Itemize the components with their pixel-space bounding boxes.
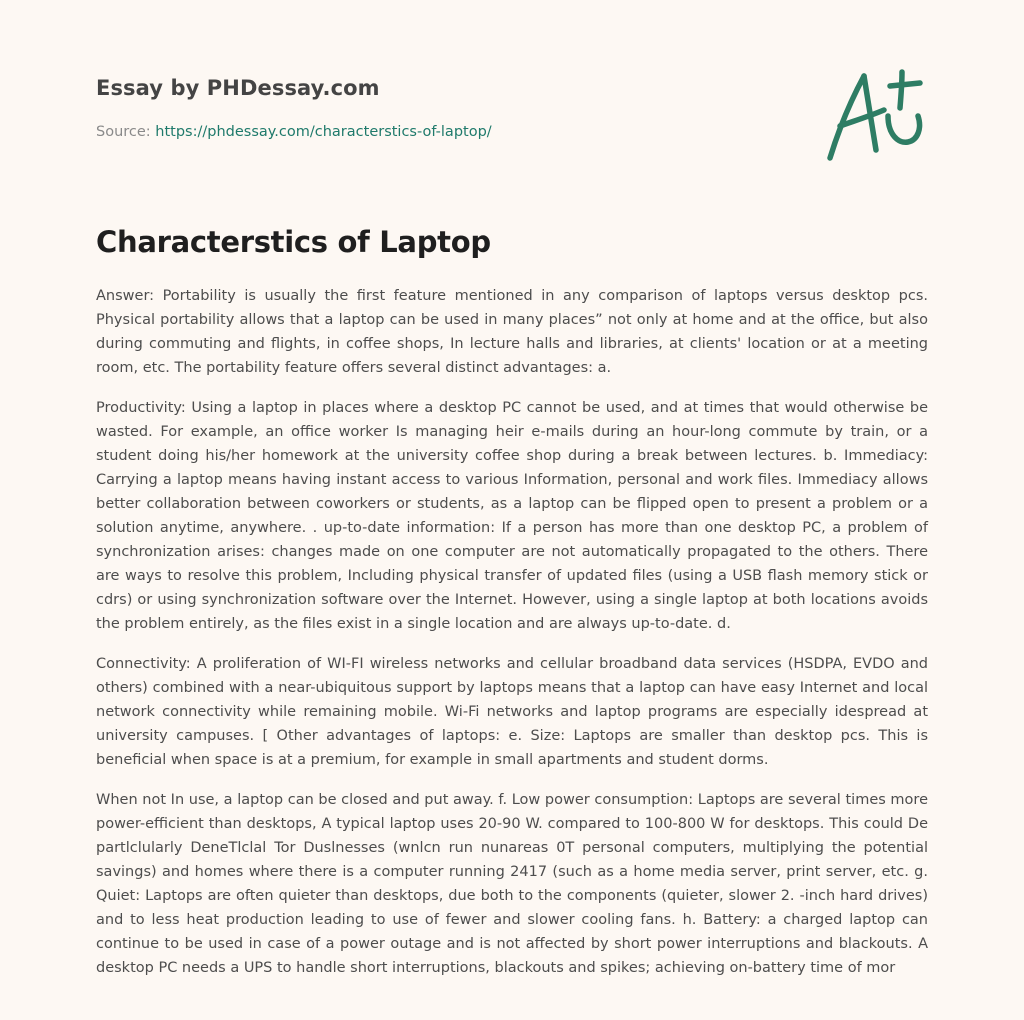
essay-paragraph: Productivity: Using a laptop in places where a desktop PC cannot be used, and at times that would otherwise be wasted. For example, an office worker Is managing heir e-mails during an hour-long commute by train, or a student doing his/her homework at the university coffee shop during a break between lectures. b. Immediacy: Carrying a laptop means having instant access to various Information, personal and work files. Immediacy allows better collaboration between coworkers or students, as a laptop can be flipped open to present a problem or a solution anytime, anywhere. . up-to-date information: If a person has more than one desktop PC, a problem of synchronization arises: changes made on one computer are not automatically propagated to the others. There are ways to resolve this problem, Including physical transfer of updated files (using a USB flash memory stick or cdrs) or using synchronization software over the Internet. However, using a single laptop at both locations avoids the problem entirely, as the files exist in a single location and are always up-to-date. d.	[96, 400, 928, 632]
essay-page	[96, 0, 928, 1020]
essay-title: Characterstics of Laptop	[96, 225, 491, 259]
source-label: Source:	[96, 124, 151, 140]
essay-paragraph: When not In use, a laptop can be closed and put away. f. Low power consumption: Laptops are several times more power-efficient than desktops, A typical laptop uses 20-90 W. compared to 100-800 W for desktops. This could De partlclularly DeneTlclal Tor Duslnesses (wnlcn run nunareas 0T personal computers, multiplying the potential savings) and homes where there is a computer running 2417 (such as a home media server, print server, etc. g. Quiet: Laptops are often quieter than desktops, due both to the components (quieter, slower 2. -inch hard drives) and to less heat production leading to use of fewer and slower cooling fans. h. Battery: a charged laptop can continue to be used in case of a power outage and is not affected by short power interruptions and blackouts. A desktop PC needs a UPS to handle short interruptions, blackouts and spikes; achieving on-battery time of mor	[96, 792, 928, 976]
essay-header	[96, 0, 928, 200]
essay-paragraph: Answer: Portability is usually the first feature mentioned in any comparison of laptops versus desktop pcs. Physical portability allows that a laptop can be used in many places” not only at home and at the office, but also during commuting and flights, in coffee shops, In lecture halls and libraries, at clients' location or at a meeting room, etc. The portability feature offers several distinct advantages: a.	[96, 288, 928, 376]
a-plus-logo-icon	[824, 66, 928, 166]
essay-paragraph: Connectivity: A proliferation of WI-FI wireless networks and cellular broadband data services (HSDPA, EVDO and others) combined with a near-ubiquitous support by laptops means that a laptop can have easy Internet and local network connectivity while remaining mobile. Wi-Fi networks and laptop programs are especially idespread at university campuses. [ Other advantages of laptops: e. Size: Laptops are smaller than desktop pcs. This is beneficial when space is at a premium, for example in small apartments and student dorms.	[96, 656, 928, 768]
source-line	[96, 124, 492, 140]
source-link[interactable]: https://phdessay.com/characterstics-of-laptop/	[155, 124, 492, 140]
essay-body	[96, 284, 928, 996]
brand-title: Essay by PHDessay.com	[96, 76, 380, 100]
